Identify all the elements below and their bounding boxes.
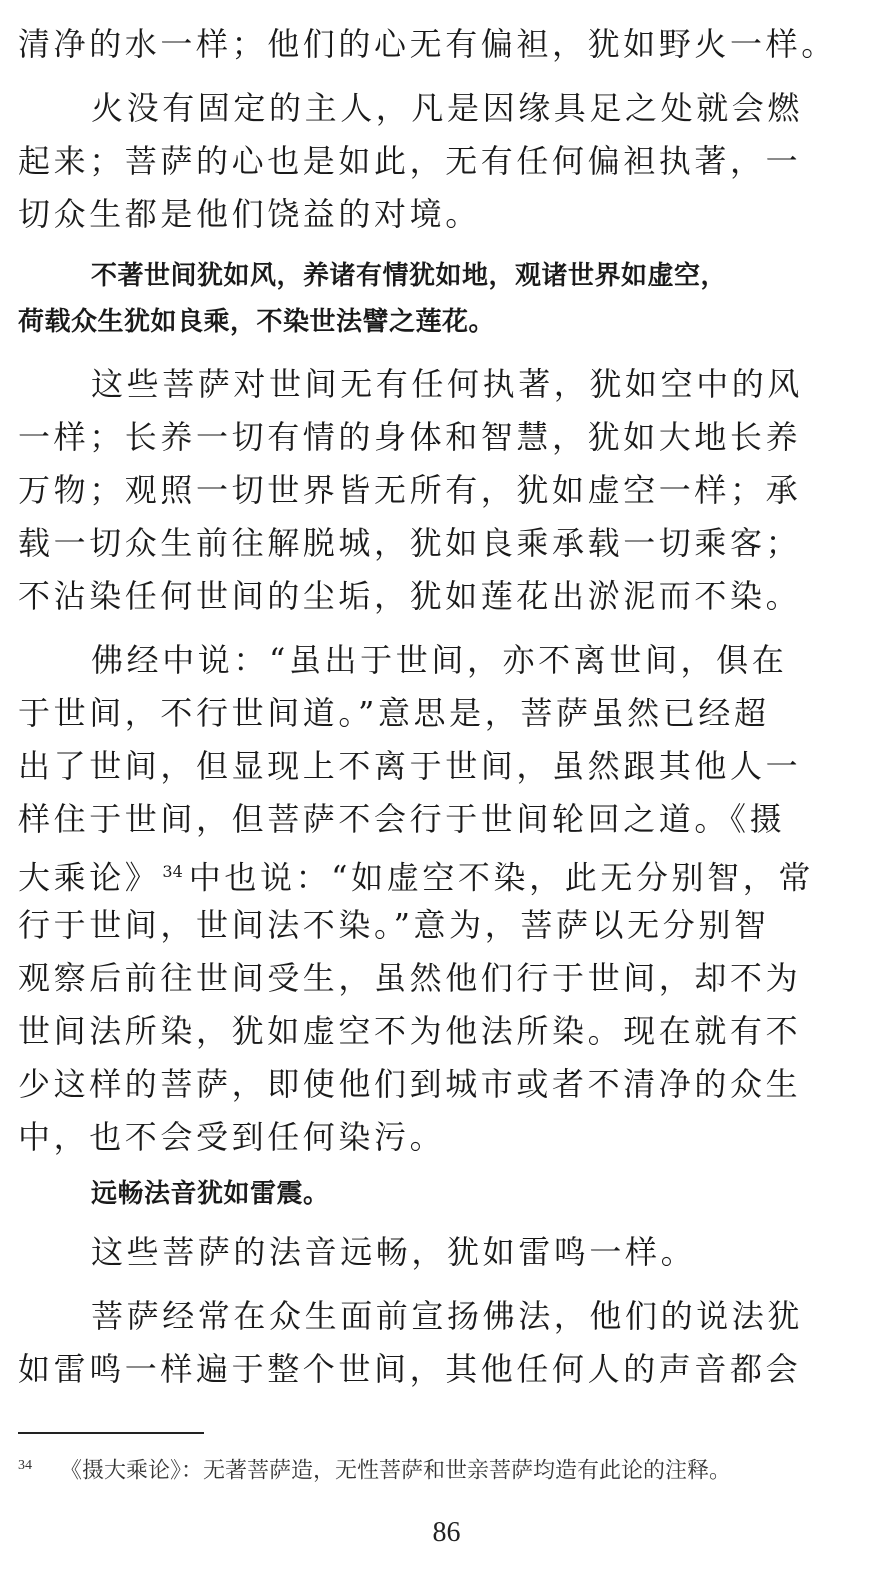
text-line: 这些菩萨对世间无有任何执著，犹如空中的风 [91,365,804,403]
text-line: 佛经中说：“虽出于世间，亦不离世间，俱在 [91,641,788,679]
text-line: 火没有固定的主人，凡是因缘具足之处就会燃 [91,89,804,127]
footnote-reference[interactable]: 34 [162,862,183,881]
footnote-text: 《摄大乘论》：无著菩萨造，无性菩萨和世亲菩萨均造有此论的注释。 [60,1457,732,1483]
footnote-divider [18,1432,204,1434]
text-line: 如雷鸣一样遍于整个世间，其他任何人的声音都会 [18,1350,802,1388]
text-line: 一样；长养一切有情的身体和智慧，犹如大地长养 [18,418,802,456]
text-line [18,852,858,898]
text-line: 这些菩萨的法音远畅，犹如雷鸣一样。 [91,1233,697,1271]
text-line: 少这样的菩萨，即使他们到城市或者不清净的众生 [18,1065,802,1103]
verse-line: 荷载众生犹如良乘，不染世法譬之莲花。 [18,307,496,337]
text-line: 起来；菩萨的心也是如此，无有任何偏袒执著，一 [18,142,802,180]
text-line: 切众生都是他们饶益的对境。 [18,195,481,233]
text-line: 载一切众生前往解脱城，犹如良乘承载一切乘客； [18,524,802,562]
text-line: 样住于世间，但菩萨不会行于世间轮回之道。《摄 [18,800,786,838]
text-line: 世间法所染，犹如虚空不为他法所染。现在就有不 [18,1012,802,1050]
verse-line: 远畅法音犹如雷震。 [91,1179,330,1209]
text-line: 行于世间，世间法不染。”意为，菩萨以无分别智 [18,906,770,944]
text-line: 菩萨经常在众生面前宣扬佛法，他们的说法犹 [91,1297,804,1335]
text-line: 万物；观照一切世界皆无所有，犹如虚空一样；承 [18,471,802,509]
footnote [18,1452,868,1484]
text-line: 于世间，不行世间道。”意思是，菩萨虽然已经超 [18,694,770,732]
footnote-number: 34 [18,1458,32,1473]
text-line: 中，也不会受到任何染污。 [18,1118,446,1156]
text-segment: 中也说：“如虚空不染，此无分别智，常 [188,858,814,897]
text-line: 清净的水一样；他们的心无有偏袒，犹如野火一样。 [18,25,837,63]
text-line: 观察后前往世间受生，虽然他们行于世间，却不为 [18,959,802,997]
text-line: 不沾染任何世间的尘垢，犹如莲花出淤泥而不染。 [18,577,802,615]
text-line: 出了世间，但显现上不离于世间，虽然跟其他人一 [18,747,802,785]
page-number: 86 [432,1517,461,1548]
text-segment: 大乘论》 [18,858,161,897]
verse-line: 不著世间犹如风，养诸有情犹如地，观诸世界如虚空， [91,261,728,291]
